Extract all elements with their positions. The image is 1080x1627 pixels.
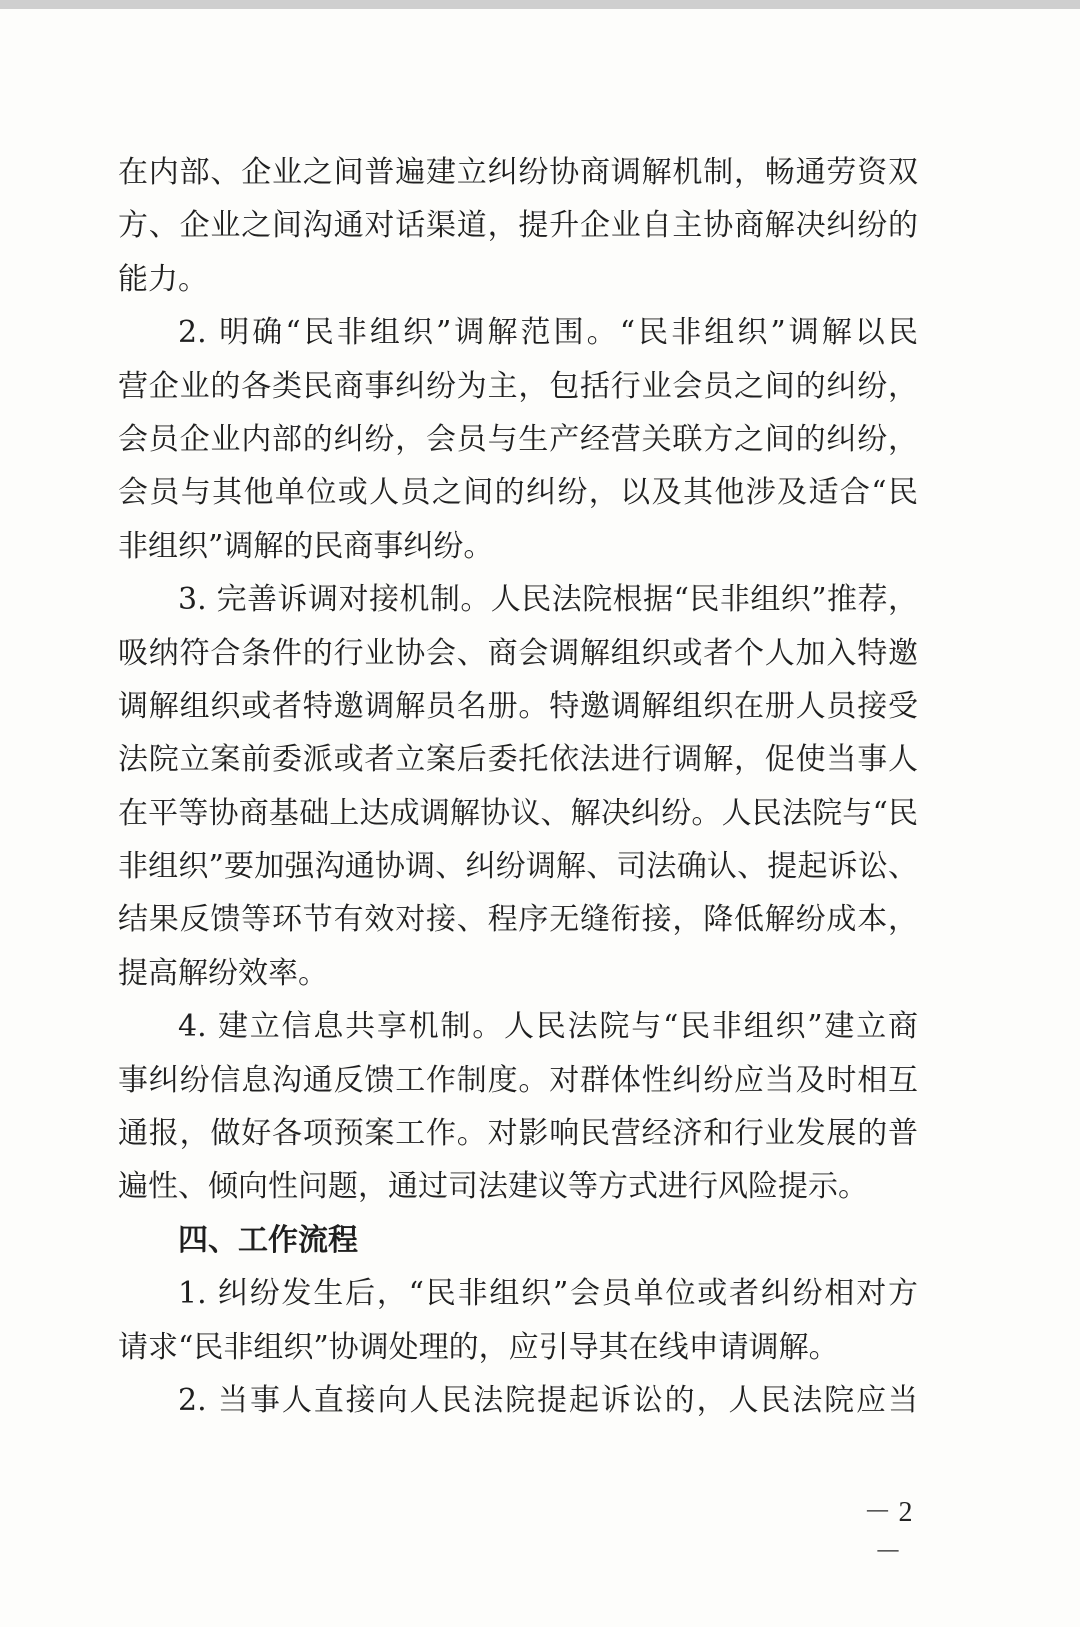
text-line: 调解组织或者特邀调解员名册。特邀调解组织在册人员接受 — [118, 688, 918, 724]
text-line: 遍性、倾向性问题，通过司法建议等方式进行风险提示。 — [118, 1169, 868, 1205]
text-line: 通报，做好各项预案工作。对影响民营经济和行业发展的普 — [118, 1116, 918, 1152]
paragraph-2-start: 2. 明确“民非组织”调解范围。“民非组织”调解以民 — [178, 315, 918, 351]
text-line: 方、企业之间沟通对话渠道，提升企业自主协商解决纠纷的 — [118, 208, 918, 244]
text-line: 结果反馈等环节有效对接、程序无缝衔接，降低解纷成本， — [118, 902, 918, 938]
text-line: 请求“民非组织”协调处理的，应引导其在线申请调解。 — [118, 1329, 839, 1365]
text-line: 事纠纷信息沟通反馈工作制度。对群体性纠纷应当及时相互 — [118, 1062, 918, 1098]
text-line: 法院立案前委派或者立案后委托依法进行调解，促使当事人 — [118, 742, 918, 778]
paragraph-3-start: 3. 完善诉调对接机制。人民法院根据“民非组织”推荐， — [178, 582, 918, 618]
section-heading: 四、工作流程 — [178, 1222, 358, 1258]
text-line: 吸纳符合条件的行业协会、商会调解组织或者个人加入特邀 — [118, 635, 918, 671]
text-line: 在内部、企业之间普遍建立纠纷协商调解机制，畅通劳资双 — [118, 155, 918, 190]
text-line: 非组织”调解的民商事纠纷。 — [118, 528, 494, 564]
page-number: － 2 － — [863, 1497, 913, 1568]
paragraph-4-start: 4. 建立信息共享机制。人民法院与“民非组织”建立商 — [178, 1009, 918, 1045]
text-line: 在平等协商基础上达成调解协议、解决纠纷。人民法院与“民 — [118, 795, 918, 831]
text-line: 提高解纷效率。 — [118, 955, 328, 991]
text-line: 营企业的各类民商事纠纷为主，包括行业会员之间的纠纷， — [118, 368, 918, 404]
text-line: 非组织”要加强沟通协调、纠纷调解、司法确认、提起诉讼、 — [118, 849, 918, 885]
scan-edge-bar — [0, 0, 1080, 9]
text-line: 能力。 — [118, 261, 208, 297]
workflow-item-2: 2. 当事人直接向人民法院提起诉讼的，人民法院应当 — [178, 1382, 918, 1418]
document-body — [118, 146, 918, 1427]
text-line: 会员企业内部的纠纷，会员与生产经营关联方之间的纠纷， — [118, 421, 918, 457]
workflow-item-1: 1. 纠纷发生后，“民非组织”会员单位或者纠纷相对方 — [178, 1276, 918, 1312]
text-line: 会员与其他单位或人员之间的纠纷，以及其他涉及适合“民 — [118, 475, 918, 511]
